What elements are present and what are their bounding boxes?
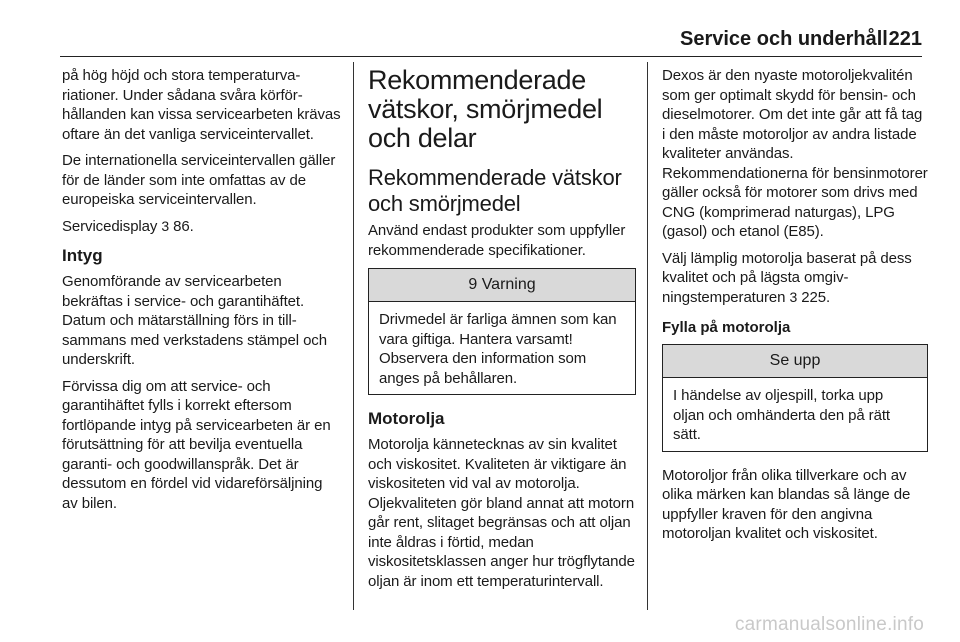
paragraph: Använd endast produkter som uppfyller rekommenderade specifikationer. [368, 222, 626, 259]
warning-text: Drivmedel är farliga ämnen som kan vara giftiga. Hantera varsamt! Observera den information som anges på behållaren. [379, 311, 617, 387]
page-reference[interactable]: 86. [173, 217, 194, 235]
paragraph: Genomförande av servicearbeten bekräftas i service- och garantihäftet. Datum och mätarställning förs in tillsammans med verkstadens stämpel och underskrift. [62, 273, 327, 368]
page-number: 221 [888, 28, 922, 50]
paragraph: Motorolja kännetecknas av sin kvalitet och viskositet. Kvaliteten är viktigare än viskositeten vid val av motorolja. Oljekvaliteten gör bland annat att motorn går rent, slitaget begränsas och att oljan inte åldras i förtid, medan viskositetsklassen anger hur trögflytande oljan är inom ett temperaturintervall. [368, 436, 635, 590]
notice-box [662, 344, 928, 452]
paragraph-servicedisplay [62, 217, 342, 237]
notice-header: Se upp [663, 345, 927, 378]
heading-motorolja: Motorolja [368, 409, 445, 428]
reference-arrow-icon: 3 [161, 217, 170, 234]
warning-icon: 9 [468, 276, 478, 293]
paragraph-temperatur [662, 249, 928, 308]
page-header [60, 26, 922, 57]
column-divider [647, 62, 648, 610]
warning-header [369, 269, 635, 302]
column-right [662, 66, 928, 551]
warning-box [368, 268, 636, 395]
section-title: Service och underhåll [680, 28, 888, 50]
heading-intyg: Intyg [62, 246, 103, 265]
paragraph-text: Välj lämplig motorolja baserat på dess kvalitet och på lägsta omgivningstemperaturen [662, 249, 912, 306]
notice-text: I händelse av oljespill, torka upp oljan och omhänderta den på rätt sätt. [673, 387, 890, 443]
paragraph-text: Servicedisplay [62, 217, 158, 235]
paragraph: Dexos är den nyaste motoroljekvalitén som ger optimalt skydd för bensin- och dieselmotorer. Om det inte går att få tag i den måste motoroljor av andra listade kvaliteter användas. Rekommendationerna för bensinmotorer gäller också för motorer som drivs med CNG (komprimerad naturgas), LPG (gasol) och etanol (E85). [662, 67, 928, 240]
reference-arrow-icon: 3 [789, 288, 798, 305]
page-reference[interactable]: 225. [801, 288, 831, 306]
paragraph: De internationella serviceintervallen gäller för de länder som inte omfattas av de europeiska serviceintervallen. [62, 152, 336, 208]
column-left [62, 66, 342, 520]
paragraph: Förvissa dig om att service- och garantihäftet fylls i korrekt eftersom fortlöpande intyg på servicearbeten är en förutsättning för att bevilja eventuella garanti- och goodwillanspråk. Det är dessutom en fördel vid vidareförsäljning av bilen. [62, 377, 331, 512]
watermark: carmanualsonline.info [734, 614, 924, 635]
column-divider [353, 62, 354, 610]
heading-fylla-pa-motorolja: Fylla på motorolja [662, 319, 791, 336]
warning-title: Varning [481, 276, 536, 293]
chapter-heading: Rekommenderade vätskor, smörjmedel och delar [368, 65, 603, 153]
section-heading: Rekommenderade vätskor och smörjmedel [368, 165, 622, 216]
warning-body [369, 302, 635, 394]
paragraph: Motoroljor från olika tillverkare och av olika märken kan blandas så länge de uppfyller kraven för den angivna motoroljan kvalitet och viskositet. [662, 466, 911, 542]
notice-body [663, 378, 927, 451]
paragraph: på hög höjd och stora temperaturvariationer. Under sådana svåra körförhållanden kan vissa servicearbeten krävas oftare än det vanliga serviceintervallet. [62, 67, 341, 143]
column-middle [368, 66, 636, 598]
